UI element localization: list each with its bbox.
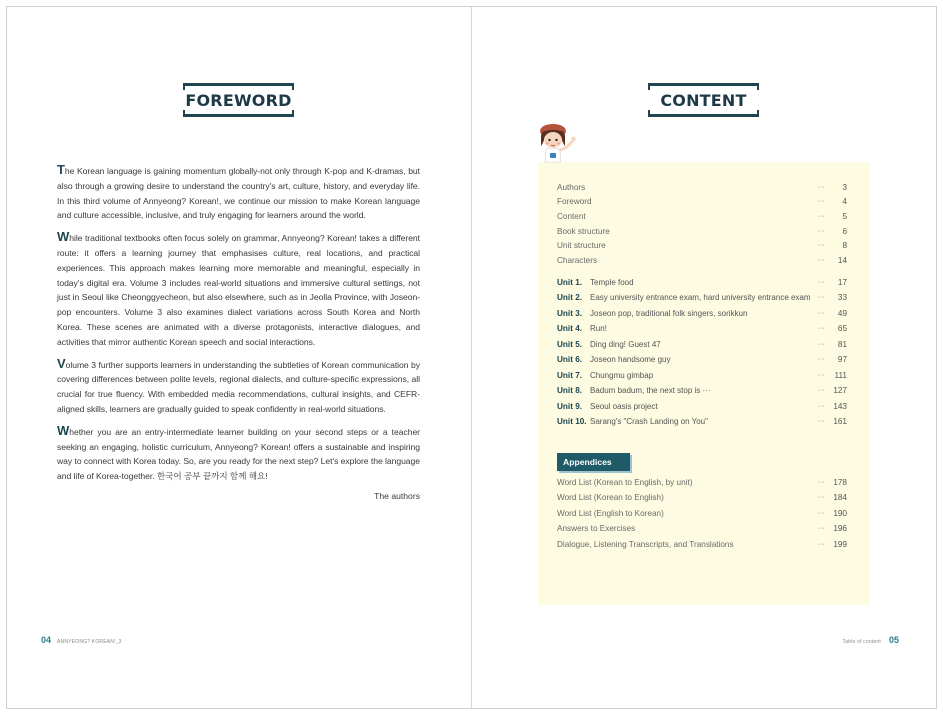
toc-entry[interactable]: [557, 506, 847, 520]
toc-page-number: 184: [833, 493, 847, 503]
toc-leader: ···: [817, 183, 825, 191]
toc-page-number: 190: [833, 508, 847, 518]
toc-entry[interactable]: [557, 180, 847, 194]
toc-leader: ···: [817, 257, 825, 264]
toc-entry[interactable]: [557, 537, 847, 551]
toc-unit-number: Unit 9.: [557, 401, 583, 411]
girl-mascot-icon: [535, 118, 583, 166]
page-number: 05: [888, 635, 899, 645]
toc-entry[interactable]: [557, 322, 847, 336]
toc-entry-label: Temple food: [590, 277, 634, 287]
paragraph-text: he Korean language is gaining momentum globally-not only through K-pop and K-dramas, but also through a growing desire to understand the country's art, culture, history, and everyday life. In this third volume of Annyeong? Korean!, we continue our mission to make Korean language and culture accessible, inclusive, and truly engaging for learners around the world.: [57, 166, 420, 221]
toc-page-number: 81: [837, 339, 847, 349]
drop-letter: W: [57, 422, 70, 438]
toc-entry-label: Easy university entrance exam, hard university entrance exam: [590, 293, 811, 302]
toc-entry-label: Characters: [557, 256, 598, 265]
content-title: CONTENT: [648, 83, 759, 117]
toc-page-number: 127: [833, 386, 847, 395]
toc-leader: ···: [817, 227, 825, 235]
toc-page-number: 33: [837, 293, 847, 302]
foreword-paragraph-1: [57, 163, 420, 223]
toc-leader: ···: [817, 418, 825, 425]
paragraph-text: hether you are an entry-intermediate learner building on your second steps or a teacher seeking an engaging, holistic curriculum, Annyeong? Korean! offers a sustainable and inspiring way to connect with Korea today. So, are you ready for the next step? Let's explore the language and life of Korea-together. 한국어 공부 끝까지 함께 해요!: [57, 426, 420, 482]
toc-page-number: 3: [842, 182, 847, 192]
left-footer: [41, 635, 122, 645]
toc-unit-number: Unit 6.: [557, 355, 583, 364]
page-gutter: [471, 6, 472, 709]
toc-leader: ···: [817, 525, 825, 533]
toc-entry-label: Joseon handsome guy: [590, 355, 671, 364]
toc-entry[interactable]: [557, 291, 847, 305]
toc-unit-number: Unit 1.: [557, 277, 583, 287]
toc-entry[interactable]: [557, 337, 847, 351]
toc-leader: ···: [817, 371, 825, 379]
toc-entry-label: Joseon pop, traditional folk singers, sorikkun: [590, 308, 748, 318]
toc-entry-label: Sarang's "Crash Landing on You": [590, 417, 708, 426]
toc-page-number: 17: [837, 277, 847, 287]
toc-leader: ···: [817, 309, 825, 317]
toc-entry-label: Dialogue, Listening Transcripts, and Translations: [557, 539, 734, 549]
toc-entry-label: Word List (English to Korean): [557, 508, 664, 518]
table-of-contents: [538, 162, 870, 605]
toc-leader: ···: [817, 387, 825, 394]
foreword-paragraph-3: [57, 357, 420, 417]
toc-page-number: 111: [834, 370, 847, 380]
toc-entry[interactable]: [557, 415, 847, 429]
toc-page-number: 97: [837, 355, 847, 364]
toc-unit-number: Unit 8.: [557, 386, 583, 395]
toc-leader: ···: [817, 278, 825, 286]
drop-letter: W: [57, 229, 70, 245]
toc-leader: ···: [817, 198, 825, 206]
toc-entry[interactable]: [557, 306, 847, 320]
toc-leader: ···: [817, 402, 825, 410]
toc-entry[interactable]: [557, 368, 847, 382]
toc-entry-label: Seoul oasis project: [590, 401, 658, 411]
toc-entry[interactable]: [557, 209, 847, 223]
toc-entry[interactable]: [557, 399, 847, 413]
toc-page-number: 6: [842, 226, 847, 236]
drop-letter: V: [57, 355, 66, 371]
toc-unit-number: Unit 2.: [557, 293, 583, 302]
toc-entry[interactable]: [557, 195, 847, 209]
toc-unit-number: Unit 3.: [557, 308, 583, 318]
toc-page-number: 178: [833, 477, 847, 487]
paragraph-text: hile traditional textbooks often focus solely on grammar, Annyeong? Korean! takes a different route: it offers a learning journey that emphasises culture, real locations, and practical experiences. This approach makes learning more memorable and meaningful, especially in today's digital era. Volume 3 includes real-world situations and immersive cultural settings, not just in Seoul like Cheonggyecheon, but also elsewhere, such as in Jeolla Province, with Joseon-pop encounters. Volume 3 also examines dialect variations across South Korea and North Korea. These scenes are animated with a diverse protagonists, interactive dialogues, and activities that mirror authentic Korean speech and social interactions.: [57, 233, 420, 347]
toc-entry-label: Answers to Exercises: [557, 524, 636, 534]
toc-entry-label: Content: [557, 211, 586, 221]
foreword-title: FOREWORD: [183, 83, 294, 117]
toc-unit-number: Unit 10.: [557, 417, 587, 426]
paragraph-text: olume 3 further supports learners in understanding the subtleties of Korean communication by covering differences between polite levels, regional dialects, and culture-specific expressions, all crucial for true fluency. With embedded media recommendations, cultural insights, and CEFR-aligned skills, learners are gradually guided to speak confidently in real-world situations.: [57, 359, 420, 414]
toc-entry[interactable]: [557, 353, 847, 367]
toc-entry-label: Ding ding! Guest 47: [590, 339, 661, 349]
toc-entry-label: Foreword: [557, 197, 592, 207]
toc-leader: ···: [817, 509, 825, 517]
foreword-paragraph-4: [57, 424, 420, 484]
toc-unit-number: Unit 4.: [557, 324, 583, 333]
toc-leader: ···: [817, 540, 825, 548]
toc-page-number: 143: [833, 401, 847, 411]
toc-entry-label: Chungmu gimbap: [590, 370, 654, 380]
toc-entry[interactable]: [557, 491, 847, 505]
toc-entry-label: Word List (Korean to English, by unit): [557, 477, 693, 487]
toc-leader: ···: [817, 242, 825, 250]
toc-entry[interactable]: [557, 275, 847, 289]
page-number: 04: [41, 635, 52, 645]
toc-page-number: 196: [833, 524, 847, 534]
toc-page-number: 49: [837, 308, 847, 318]
toc-page-number: 8: [842, 241, 847, 251]
right-footer: [842, 635, 899, 645]
toc-page-number: 199: [833, 539, 847, 549]
toc-entry-label: Book structure: [557, 226, 610, 236]
footer-section-title: Table of content: [842, 639, 881, 645]
toc-page-number: 5: [842, 211, 847, 221]
foreword-signature: The authors: [374, 490, 420, 501]
toc-entry[interactable]: [557, 475, 847, 489]
toc-entry-label: Badum badum, the next stop is ···: [590, 386, 711, 395]
toc-entry[interactable]: [557, 239, 847, 253]
foreword-paragraph-2: [57, 230, 420, 349]
toc-leader: ···: [817, 356, 825, 363]
toc-entry-label: Unit structure: [557, 241, 606, 251]
toc-unit-number: Unit 7.: [557, 370, 583, 380]
toc-entry-label: Authors: [557, 182, 586, 192]
toc-page-number: 14: [837, 256, 847, 265]
appendices-heading: Appendices: [557, 453, 630, 471]
toc-leader: ···: [817, 340, 825, 348]
drop-letter: T: [57, 162, 65, 177]
toc-leader: ···: [817, 494, 825, 502]
toc-entry-label: Run!: [590, 324, 607, 333]
toc-leader: ···: [817, 294, 825, 301]
toc-page-number: 161: [833, 417, 847, 426]
toc-entry[interactable]: [557, 224, 847, 238]
toc-entry-label: Word List (Korean to English): [557, 493, 664, 503]
foreword-body: [57, 163, 420, 501]
toc-entry[interactable]: [557, 254, 847, 268]
footer-book-title: ANNYEONG? KOREAN!_3: [57, 639, 122, 645]
toc-page-number: 65: [837, 324, 847, 333]
toc-entry[interactable]: [557, 384, 847, 398]
toc-entry[interactable]: [557, 522, 847, 536]
toc-leader: ···: [817, 212, 825, 220]
toc-page-number: 4: [842, 197, 847, 207]
toc-unit-number: Unit 5.: [557, 339, 583, 349]
toc-leader: ···: [817, 325, 825, 332]
toc-leader: ···: [817, 478, 825, 486]
